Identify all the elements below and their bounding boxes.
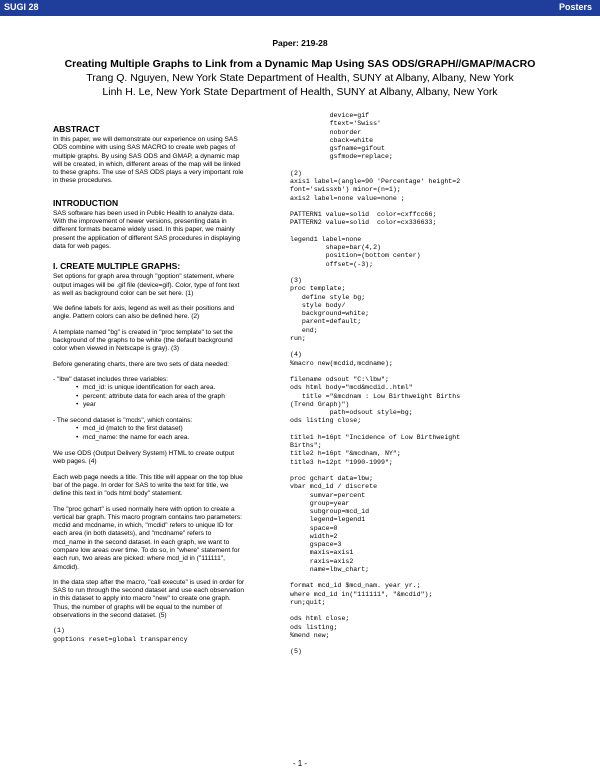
text-line: present the application of different SAS procedures in displaying — [53, 234, 241, 242]
text-line: Before generating charts, there are two sets of data needed: — [53, 360, 229, 368]
body-paragraph — [53, 273, 285, 298]
text-line: observations in the second dataset. (5) — [53, 612, 167, 620]
text-line: data for web pages. — [53, 242, 111, 250]
body-paragraph — [53, 506, 285, 572]
section-heading: I. CREATE MULTIPLE GRAPHS: — [53, 261, 181, 272]
text-line: &mcdid). — [53, 563, 80, 571]
text-line: vertical bar graph. This macro program contains two parameters: — [53, 513, 242, 521]
text-line: to these graphs. The use of SAS ODS plays a very important role — [53, 169, 244, 177]
introduction-paragraph — [53, 210, 285, 251]
text-line: ODS combine with using SAS MACRO to create web pages of — [53, 144, 236, 152]
text-line: output images will be .gif file (device=gif). Color, type of font text — [53, 281, 240, 289]
body-paragraph — [53, 579, 285, 620]
text-line: web pages. (4) — [53, 458, 97, 466]
text-line: each run, two areas are picked: where mcd_id in ("111111", — [53, 555, 225, 563]
paper-number: Paper: 219-28 — [272, 38, 328, 48]
text-line: With the improvement of newer versions, presenting data in — [53, 218, 227, 226]
text-line: mcd_name in the second dataset. In each graph, we want to — [53, 538, 230, 546]
text-line: angle. Pattern colors can also be defined here. (2) — [53, 313, 200, 321]
list-item: • percent: attribute data for each area of the graph — [53, 393, 285, 401]
header-bar — [0, 0, 600, 16]
text-line: compare low areas over time. To do so, in "where" statement for — [53, 546, 240, 554]
left-column — [53, 124, 285, 644]
text-line: in these procedures. — [53, 177, 113, 185]
text-line: color when viewed in Netscape is gray). (3) — [53, 345, 180, 353]
section-label: Posters — [558, 2, 592, 12]
body-paragraph — [53, 305, 285, 322]
body-paragraph — [53, 474, 285, 499]
text-line: in this dataset to apply into macro "new" to create one graph. — [53, 595, 231, 603]
paper-title: Creating Multiple Graphs to Link from a Dynamic Map Using SAS ODS/GRAPH//GMAP/MACRO — [64, 58, 536, 70]
text-line: background of the graphs to be white (the default background — [53, 337, 233, 345]
text-line: different formats became widely used. In this paper, we mainly — [53, 226, 235, 234]
list-intro: - "lbw" dataset includes three variables: — [53, 375, 169, 383]
text-line: as well as background color can be set here. (1) — [53, 289, 194, 297]
conference-label: SUGI 28 — [4, 2, 39, 12]
right-column — [290, 112, 560, 657]
text-line: will be created, in which, different areas of the map will be linked — [53, 160, 241, 168]
text-line: The "proc gchart" is used normally here with option to create a — [53, 505, 235, 513]
text-line: Each web page needs a title. This title will appear on the top blue — [53, 473, 243, 481]
code-block: device=gif ftext='Swiss' noborder cback=white gsfname=gifout gsfmode=replace; (2) axis1 label=(angle=90 'Percentage' height=2 font='swissxb') minor=(n=1); axis2 label=none value=none ; PATTERN1 value=solid color=cxffcc66; PATTERN2 value=solid color=cx336633; legend1 label=none shape=bar(4,2) position=(bottom center) offset=(-3); (3) proc template; define style bg; style body/ background=white; parent=default; end; run; (4) %macro new(mcdid,mcdname); filename odsout "C:\lbw"; ods html body="mcd&mcdid..html" title ="&mcdnam : Low Birthweight Births (Trend Graph)") path=odsout style=bg; ods listing close; title1 h=16pt "Incidence of Low Birthweight Births"; title2 h=16pt "&mcdnam, NY"; title3 h=12pt "1990-1999"; proc gchart data=lbw; vbar mcd_id / discrete sumvar=percent group=year subgroup=mcd_id legend=legend1 space=0 width=2 gspace=3 maxis=axis1 raxis=axis2 name=lbw_chart; format mcd_id $mcd_nam. year yr.; where mcd_id in("111111", "&mcdid"); run;quit; ods html close; ods listing; %mend new; (5) — [290, 112, 461, 656]
author-line: Linh H. Le, New York State Department of Health, SUNY at Albany, Albany, New York — [102, 86, 498, 98]
body-paragraph — [53, 329, 285, 354]
text-line: In this paper, we will demonstrate our experience on using SAS — [53, 136, 238, 143]
text-line: Thus, the number of graphs will be equal to the number of — [53, 603, 222, 611]
text-line: Set options for graph area through "goption" statement, where — [53, 273, 234, 281]
list-item: • mcd_id: is unique identification for each area. — [53, 384, 285, 392]
list-item: • mcd_name: the name for each area. — [53, 434, 285, 442]
abstract-paragraph — [53, 136, 285, 186]
text-line: A template named "bg" is created in "proc template" to set the — [53, 328, 233, 336]
text-line: We use ODS (Output Delivery System) HTML to create output — [53, 450, 235, 458]
text-line: SAS software has been used in Public Health to analyze data. — [53, 209, 235, 217]
text-line: define this text in "ods html body" statement. — [53, 490, 183, 498]
text-line: We define labels for axis, legend as well as their positions and — [53, 305, 235, 313]
text-line: bar of the page. In order for SAS to write the text for title, we — [53, 481, 229, 489]
text-line: In the data step after the macro, "call execute" is used in order for — [53, 578, 245, 586]
list-item: • mcd_id (match to the first dataset) — [53, 425, 285, 433]
section-heading: INTRODUCTION — [53, 197, 119, 208]
code-block: (1) goptions reset=global transparency — [53, 627, 188, 643]
text-line: SAS to run through the second dataset and use each observation — [53, 587, 244, 595]
text-line: each area (in both datasets), and "mcdname" refers to — [53, 530, 212, 538]
list-item: • year — [53, 401, 285, 409]
page-number: - 1 - — [292, 759, 308, 768]
author-line: Trang Q. Nguyen, New York State Department of Health, SUNY at Albany, Albany, New York — [86, 72, 514, 84]
list-intro: - The second dataset is "mcds", which contains: — [53, 417, 193, 425]
text-line: multiple graphs. By using SAS ODS and GMAP, a dynamic map — [53, 152, 240, 160]
body-paragraph — [53, 361, 285, 369]
body-paragraph — [53, 450, 285, 467]
text-line: mcdid and mcdname, in which, "mcdid" refers to unique ID for — [53, 522, 234, 530]
section-heading: ABSTRACT — [53, 124, 100, 134]
